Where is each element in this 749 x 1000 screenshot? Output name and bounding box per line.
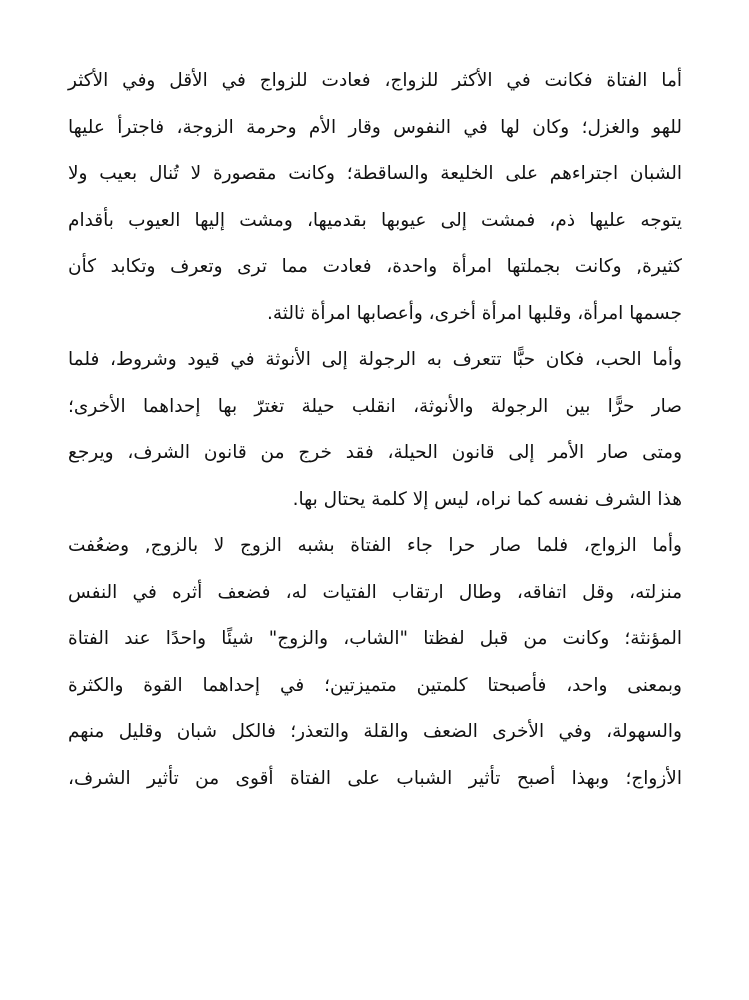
body-text (68, 58, 682, 802)
text-line: يتوجه عليها ذم، فمشت إلى عيوبها بقدميها، ومشت إليها العيوب بأقدام (68, 209, 682, 231)
text-line: ومتى صار الأمر إلى قانون الحيلة، فقد خرج من قانون الشرف، ويرجع (68, 442, 682, 463)
text-line: للهو والغزل؛ وكان لها في النفوس وقار الأم وحرمة الزوجة، فاجترأ عليها (68, 116, 682, 138)
text-line: صار حرًّا بين الرجولة والأنوثة، انقلب حيلة تغترّ بها إحداهما الأخرى؛ (68, 395, 682, 417)
text-line: وأما الحب، فكان حبًّا تتعرف به الرجولة إلى الأنوثة في قيود وشروط، فلما (68, 349, 682, 370)
text-line: المؤنثة؛ وكانت من قبل لفظتا "الشاب، والزوج" شيئًا واحدًا عند الفتاة (68, 628, 682, 649)
text-line: أما الفتاة فكانت في الأكثر للزواج، فعادت للزواج في الأقل وفي الأكثر (68, 70, 682, 91)
text-line: كثيرة, وكانت بجملتها امرأة واحدة، فعادت مما ترى وتعرف وتكابد كأن (68, 256, 682, 277)
paragraph-end-line: هذا الشرف نفسه كما نراه، ليس إلا كلمة يحتال بها. (292, 488, 682, 510)
text-line: وأما الزواج، فلما صار حرا جاء الفتاة بشبه الزوج لا بالزوج, وضعُفت (68, 535, 682, 556)
text-line: منزلته، وقل اتفاقه، وطال ارتقاب الفتيات له، فضعف أثره في النفس (68, 581, 682, 603)
text-line: والسهولة، وفي الأخرى الضعف والقلة والتعذر؛ فالكل شبان وقليل منهم (68, 721, 682, 742)
text-line: وبمعنى واحد، فأصبحتا كلمتين متميزتين؛ في إحداهما القوة والكثرة (68, 674, 682, 696)
paragraph-end-line: جسمها امرأة، وقلبها امرأة أخرى، وأعصابها امرأة ثالثة. (267, 302, 682, 324)
text-line: الشبان اجتراءهم على الخليعة والساقطة؛ وكانت مقصورة لا تُنال بعيب ولا (68, 163, 682, 184)
text-line: الأزواج؛ وبهذا أصبح تأثير الشباب على الفتاة أقوى من تأثير الشرف، (68, 767, 682, 789)
